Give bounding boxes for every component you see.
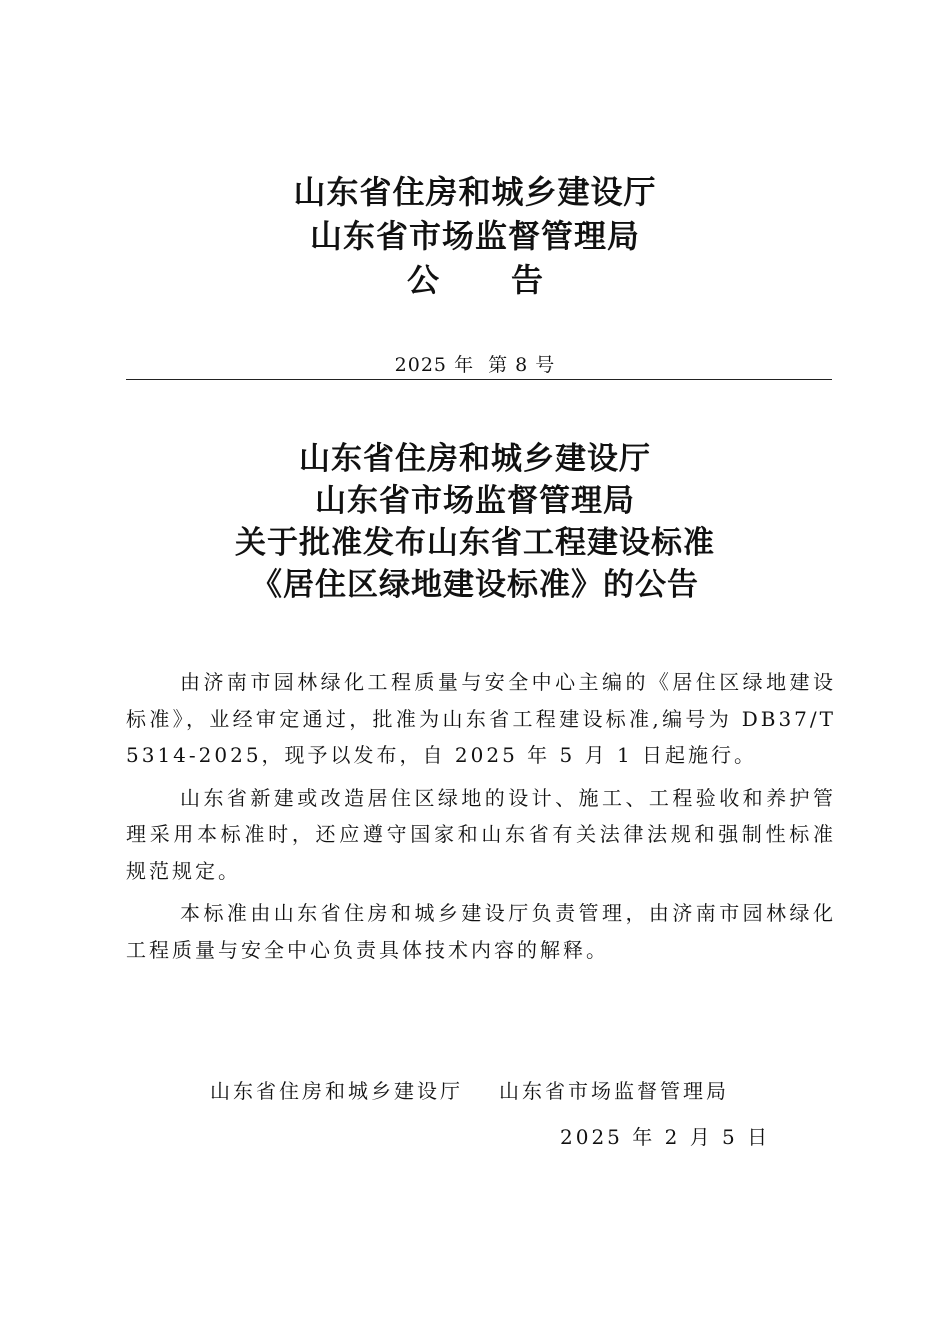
body-paragraph-2: 山东省新建或改造居住区绿地的设计、施工、工程验收和养护管理采用本标准时，还应遵守国家和山东省有关法律法规和强制性标准规范规定。 — [126, 785, 836, 883]
document-type-char-1: 公 — [406, 261, 439, 299]
title-line-2: 山东省市场监督管理局 — [315, 483, 635, 519]
document-type — [0, 258, 950, 302]
body-paragraph-1: 由济南市园林绿化工程质量与安全中心主编的《居住区绿地建设标准》，业经审定通过，批准为山东省工程建设标准,编号为 DB37/T 5314-2025，现予以发布，自 2025 年 5 月 1 日起施行。 — [126, 670, 836, 767]
header-divider — [126, 379, 832, 380]
body-paragraph-3: 本标准由山东省住房和城乡建设厅负责管理，由济南市园林绿化工程质量与安全中心负责具体技术内容的解释。 — [126, 901, 836, 962]
issuer-name-housing: 山东省住房和城乡建设厅 — [293, 173, 657, 211]
announcement-body — [126, 664, 836, 974]
announcement-title — [0, 438, 950, 606]
issue-number: 2025 年 第 8 号 — [394, 354, 556, 376]
document-type-char-2: 告 — [511, 261, 544, 299]
document-header — [0, 170, 950, 302]
signature-org-housing: 山东省住房和城乡建设厅 — [210, 1079, 463, 1103]
signature-org-market: 山东省市场监督管理局 — [499, 1079, 729, 1103]
title-line-4: 《居住区绿地建设标准》的公告 — [251, 567, 699, 603]
signature-orgs — [210, 1076, 729, 1106]
title-line-3: 关于批准发布山东省工程建设标准 — [235, 525, 715, 561]
signature-date: 2025 年 2 月 5 日 — [560, 1125, 771, 1149]
title-line-1: 山东省住房和城乡建设厅 — [299, 441, 651, 477]
issuer-name-market: 山东省市场监督管理局 — [309, 217, 640, 255]
